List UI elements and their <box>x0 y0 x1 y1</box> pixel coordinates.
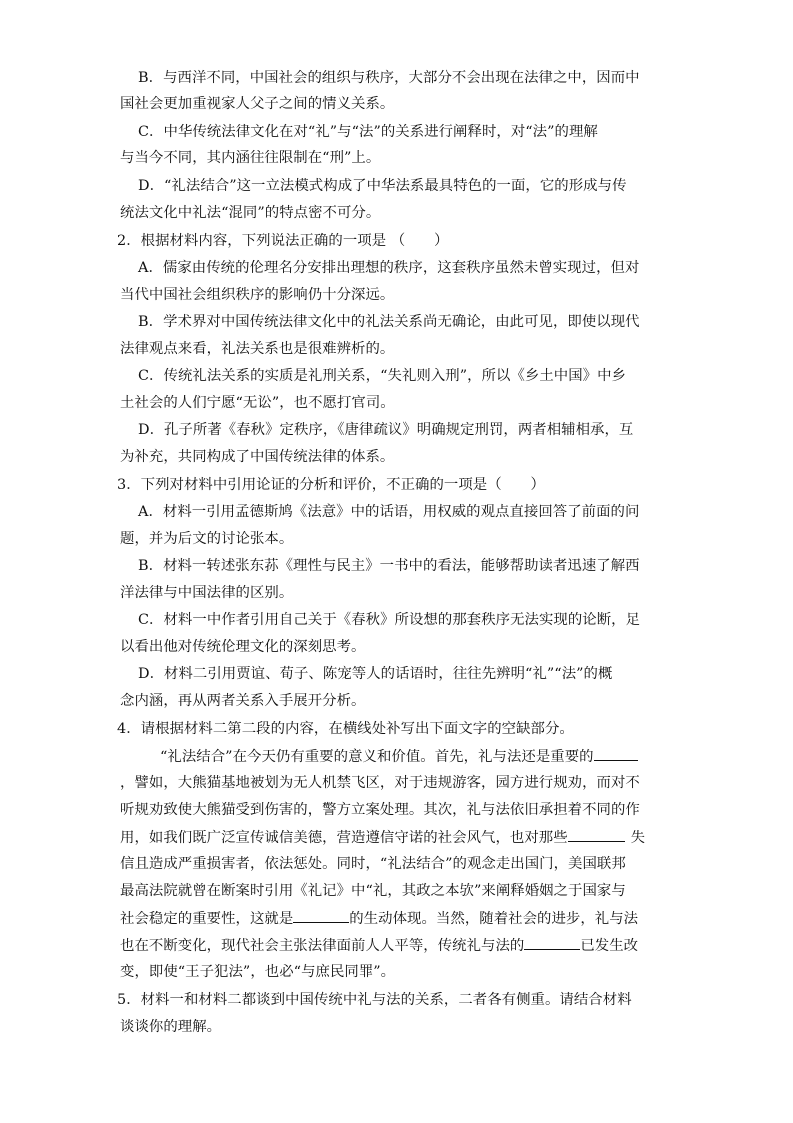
q4-passage-line5: 信且造成严重损害者，依法惩处。同时，“礼法结合”的观念走出国门，美国联邦 <box>120 856 626 872</box>
q2-option-b-line1: B．学术界对中国传统法律文化中的礼法关系尚无确论，由此可见，即使以现代 <box>138 314 640 330</box>
q1-option-c-line1: C．中华传统法律文化在对“礼”与“法”的关系进行阐释时，对“法”的理解 <box>138 124 598 140</box>
question-4-stem: 4．请根据材料二第二段的内容，在横线处补写出下面文字的空缺部分。 <box>117 721 574 737</box>
q4-passage-line8 <box>120 935 638 956</box>
q4-passage-line2: ，譬如，大熊猫基地被划为无人机禁飞区，对于违规游客，园方进行规劝，而对不 <box>120 775 640 791</box>
q3-option-c-line2: 以看出他对传统伦理文化的深刻思考。 <box>120 639 366 655</box>
q4-passage-line9: 变，即使“王子犯法”，也必“与庶民同罪”。 <box>120 964 396 980</box>
q2-option-c-line1: C．传统礼法关系的实质是礼刑关系，“失礼则入刑”，所以《乡土中国》中乡 <box>138 368 626 384</box>
q1-option-b-line2: 国社会更加重视家人父子之间的情义关系。 <box>120 96 395 112</box>
q4-passage-line1 <box>160 746 638 767</box>
q3-option-c-line1: C．材料一中作者引用自己关于《春秋》所设想的那套秩序无法实现的论断，足 <box>138 612 641 628</box>
q4-text: 用，如我们既广泛宣传诚信美德，营造遵信守诺的社会风气，也对那些 <box>120 830 568 846</box>
q4-passage-line3: 听规劝致使大熊猫受到伤害的，警方立案处理。其次，礼与法依旧承担着不同的作 <box>120 802 640 818</box>
question-2-stem: 2．根据材料内容，下列说法正确的一项是 （ ） <box>117 233 449 249</box>
blank-3[interactable] <box>293 908 349 923</box>
q2-option-c-line2: 土社会的人们宁愿“无讼”，也不愿打官司。 <box>120 395 395 411</box>
q3-option-a-line2: 题，并为后文的讨论张本。 <box>120 531 294 547</box>
q1-option-d-line2: 统法文化中礼法“混同”的特点密不可分。 <box>120 205 381 221</box>
q4-text: 失 <box>630 830 646 846</box>
q2-option-a-line2: 当代中国社会组织秩序的影响仍十分深远。 <box>120 287 395 303</box>
q3-option-b-line1: B．材料一转述张东荪《理性与民主》一书中的看法，能够帮助读者迅速了解西 <box>138 558 640 574</box>
q2-option-b-line2: 法律观点来看，礼法关系也是很难辨析的。 <box>120 341 395 357</box>
q4-text: 也在不断变化，现代社会主张法律面前人人平等，传统礼与法的 <box>120 938 525 954</box>
q1-option-d-line1: D．“礼法结合”这一立法模式构成了中华法系最具特色的一面，它的形成与传 <box>138 178 627 194</box>
q2-option-a-line1: A．儒家由传统的伦理名分安排出理想的秩序，这套秩序虽然未曾实现过，但对 <box>138 260 640 276</box>
q4-text: “礼法结合”在今天仍有重要的意义和价值。首先，礼与法还是重要的 <box>160 749 594 765</box>
q2-option-d-line1: D．孔子所著《春秋》定秩序，《唐律疏议》明确规定刑罚，两者相辅相承，互 <box>138 422 634 438</box>
question-3-stem: 3．下列对材料中引用论证的分析和评价，不正确的一项是（ ） <box>117 477 545 493</box>
q4-passage-line4 <box>120 827 645 848</box>
q4-text: 社会稳定的重要性，这就是 <box>120 911 294 927</box>
q1-option-c-line2: 与当今不同，其内涵往往限制在“刑”上。 <box>120 150 381 166</box>
q3-option-a-line1: A．材料一引用孟德斯鸠《法意》中的话语，用权威的观点直接回答了前面的问 <box>138 504 640 520</box>
q2-option-d-line2: 为补充，共同构成了中国传统法律的体系。 <box>120 449 395 465</box>
q4-text: 的生动体现。当然，随着社会的进步，礼与法 <box>349 911 639 927</box>
question-5-stem-line2: 谈谈你的理解。 <box>120 1019 222 1035</box>
blank-2[interactable] <box>568 827 625 842</box>
q3-option-d-line1: D．材料二引用贾谊、荀子、陈宠等人的话语时，往往先辨明“礼”“法”的概 <box>138 666 613 682</box>
q3-option-b-line2: 洋法律与中国法律的区别。 <box>120 585 294 601</box>
q3-option-d-line2: 念内涵，再从两者关系入手展开分析。 <box>120 693 366 709</box>
question-5-stem: 5．材料一和材料二都谈到中国传统中礼与法的关系，二者各有侧重。请结合材料 <box>117 992 632 1008</box>
q4-passage-line7 <box>120 908 638 929</box>
q1-option-b-line1: B．与西洋不同，中国社会的组织与秩序，大部分不会出现在法律之中，因而中 <box>138 70 640 86</box>
q4-passage-line6: 最高法院就曾在断案时引用《礼记》中“礼，其政之本欤”来阐释婚姻之于国家与 <box>120 883 626 899</box>
q4-text: 已发生改 <box>580 938 639 954</box>
blank-4[interactable] <box>524 935 580 950</box>
blank-1[interactable] <box>594 746 638 761</box>
